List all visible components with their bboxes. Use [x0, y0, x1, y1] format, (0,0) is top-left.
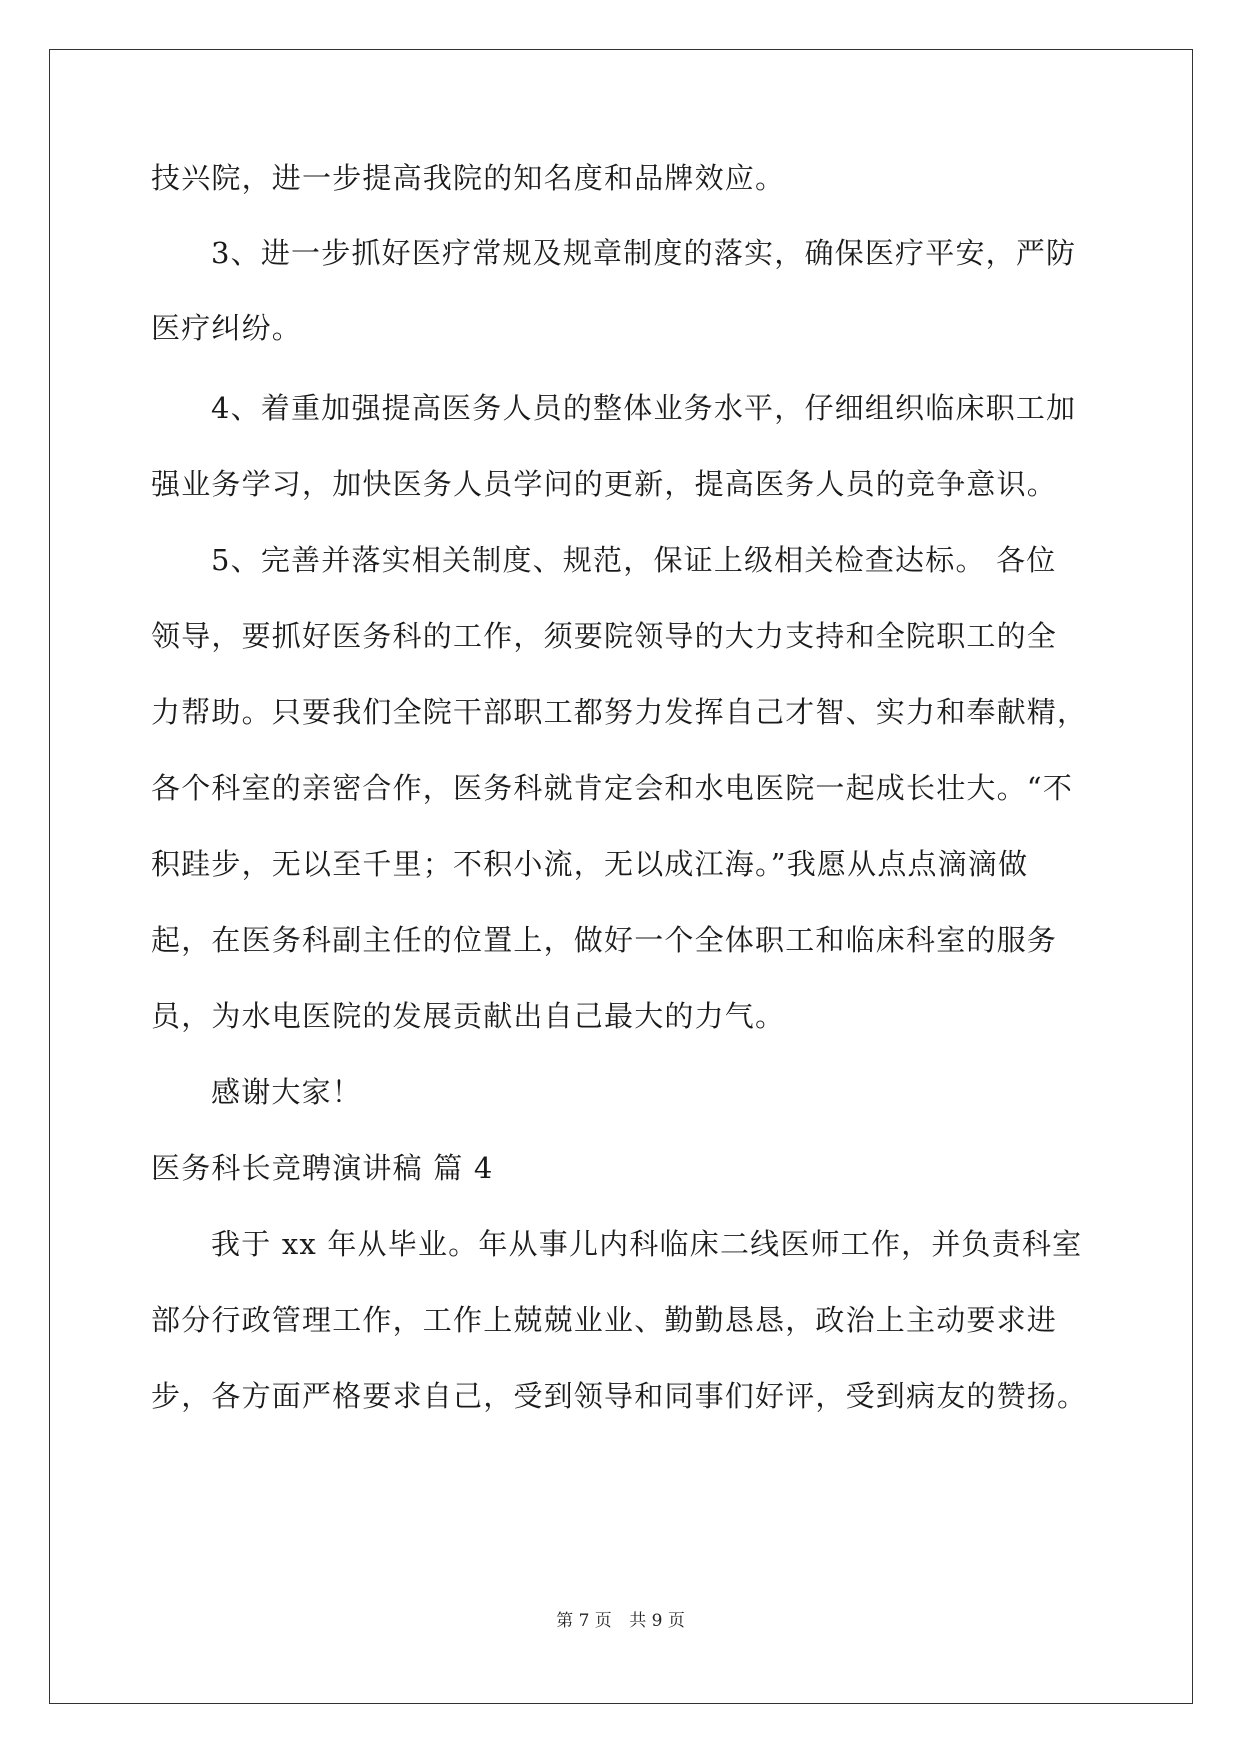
text-line: 步，各方面严格要求自己，受到领导和同事们好评，受到病友的赞扬。	[151, 1379, 1088, 1413]
page-footer	[0, 1606, 1241, 1631]
text-line: 各个科室的亲密合作，医务科就肯定会和水电医院一起成长壮大。“不	[151, 771, 1074, 805]
text-line: 员，为水电医院的发展贡献出自己最大的力气。	[151, 999, 786, 1033]
page-number-current: 第 7 页	[556, 1611, 612, 1631]
page-number-total: 共 9 页	[629, 1611, 685, 1631]
text-line: 技兴院，进一步提高我院的知名度和品牌效应。	[151, 161, 786, 195]
text-line: 4、着重加强提高医务人员的整体业务水平，仔细组织临床职工加	[211, 391, 1077, 425]
section-heading: 医务科长竞聘演讲稿 篇 4	[151, 1151, 494, 1185]
text-line: 强业务学习，加快医务人员学问的更新，提高医务人员的竞争意识。	[151, 467, 1058, 501]
text-line: 3、进一步抓好医疗常规及规章制度的落实，确保医疗平安，严防	[211, 236, 1077, 270]
text-line: 我于 xx 年从毕业。年从事儿内科临床二线医师工作，并负责科室	[211, 1227, 1083, 1261]
text-line: 起，在医务科副主任的位置上，做好一个全体职工和临床科室的服务	[151, 923, 1058, 957]
text-line: 积跬步，无以至千里；不积小流，无以成江海。”我愿从点点滴滴做	[151, 847, 1029, 881]
text-line: 领导，要抓好医务科的工作，须要院领导的大力支持和全院职工的全	[151, 619, 1058, 653]
text-line: 医疗纠纷。	[151, 311, 303, 345]
text-line: 5、完善并落实相关制度、规范，保证上级相关检查达标。 各位	[211, 543, 1057, 577]
text-line: 感谢大家！	[211, 1075, 363, 1109]
text-line: 力帮助。只要我们全院干部职工都努力发挥自己才智、实力和奉献精，	[151, 695, 1088, 729]
text-line: 部分行政管理工作，工作上兢兢业业、勤勤恳恳，政治上主动要求进	[151, 1303, 1058, 1337]
